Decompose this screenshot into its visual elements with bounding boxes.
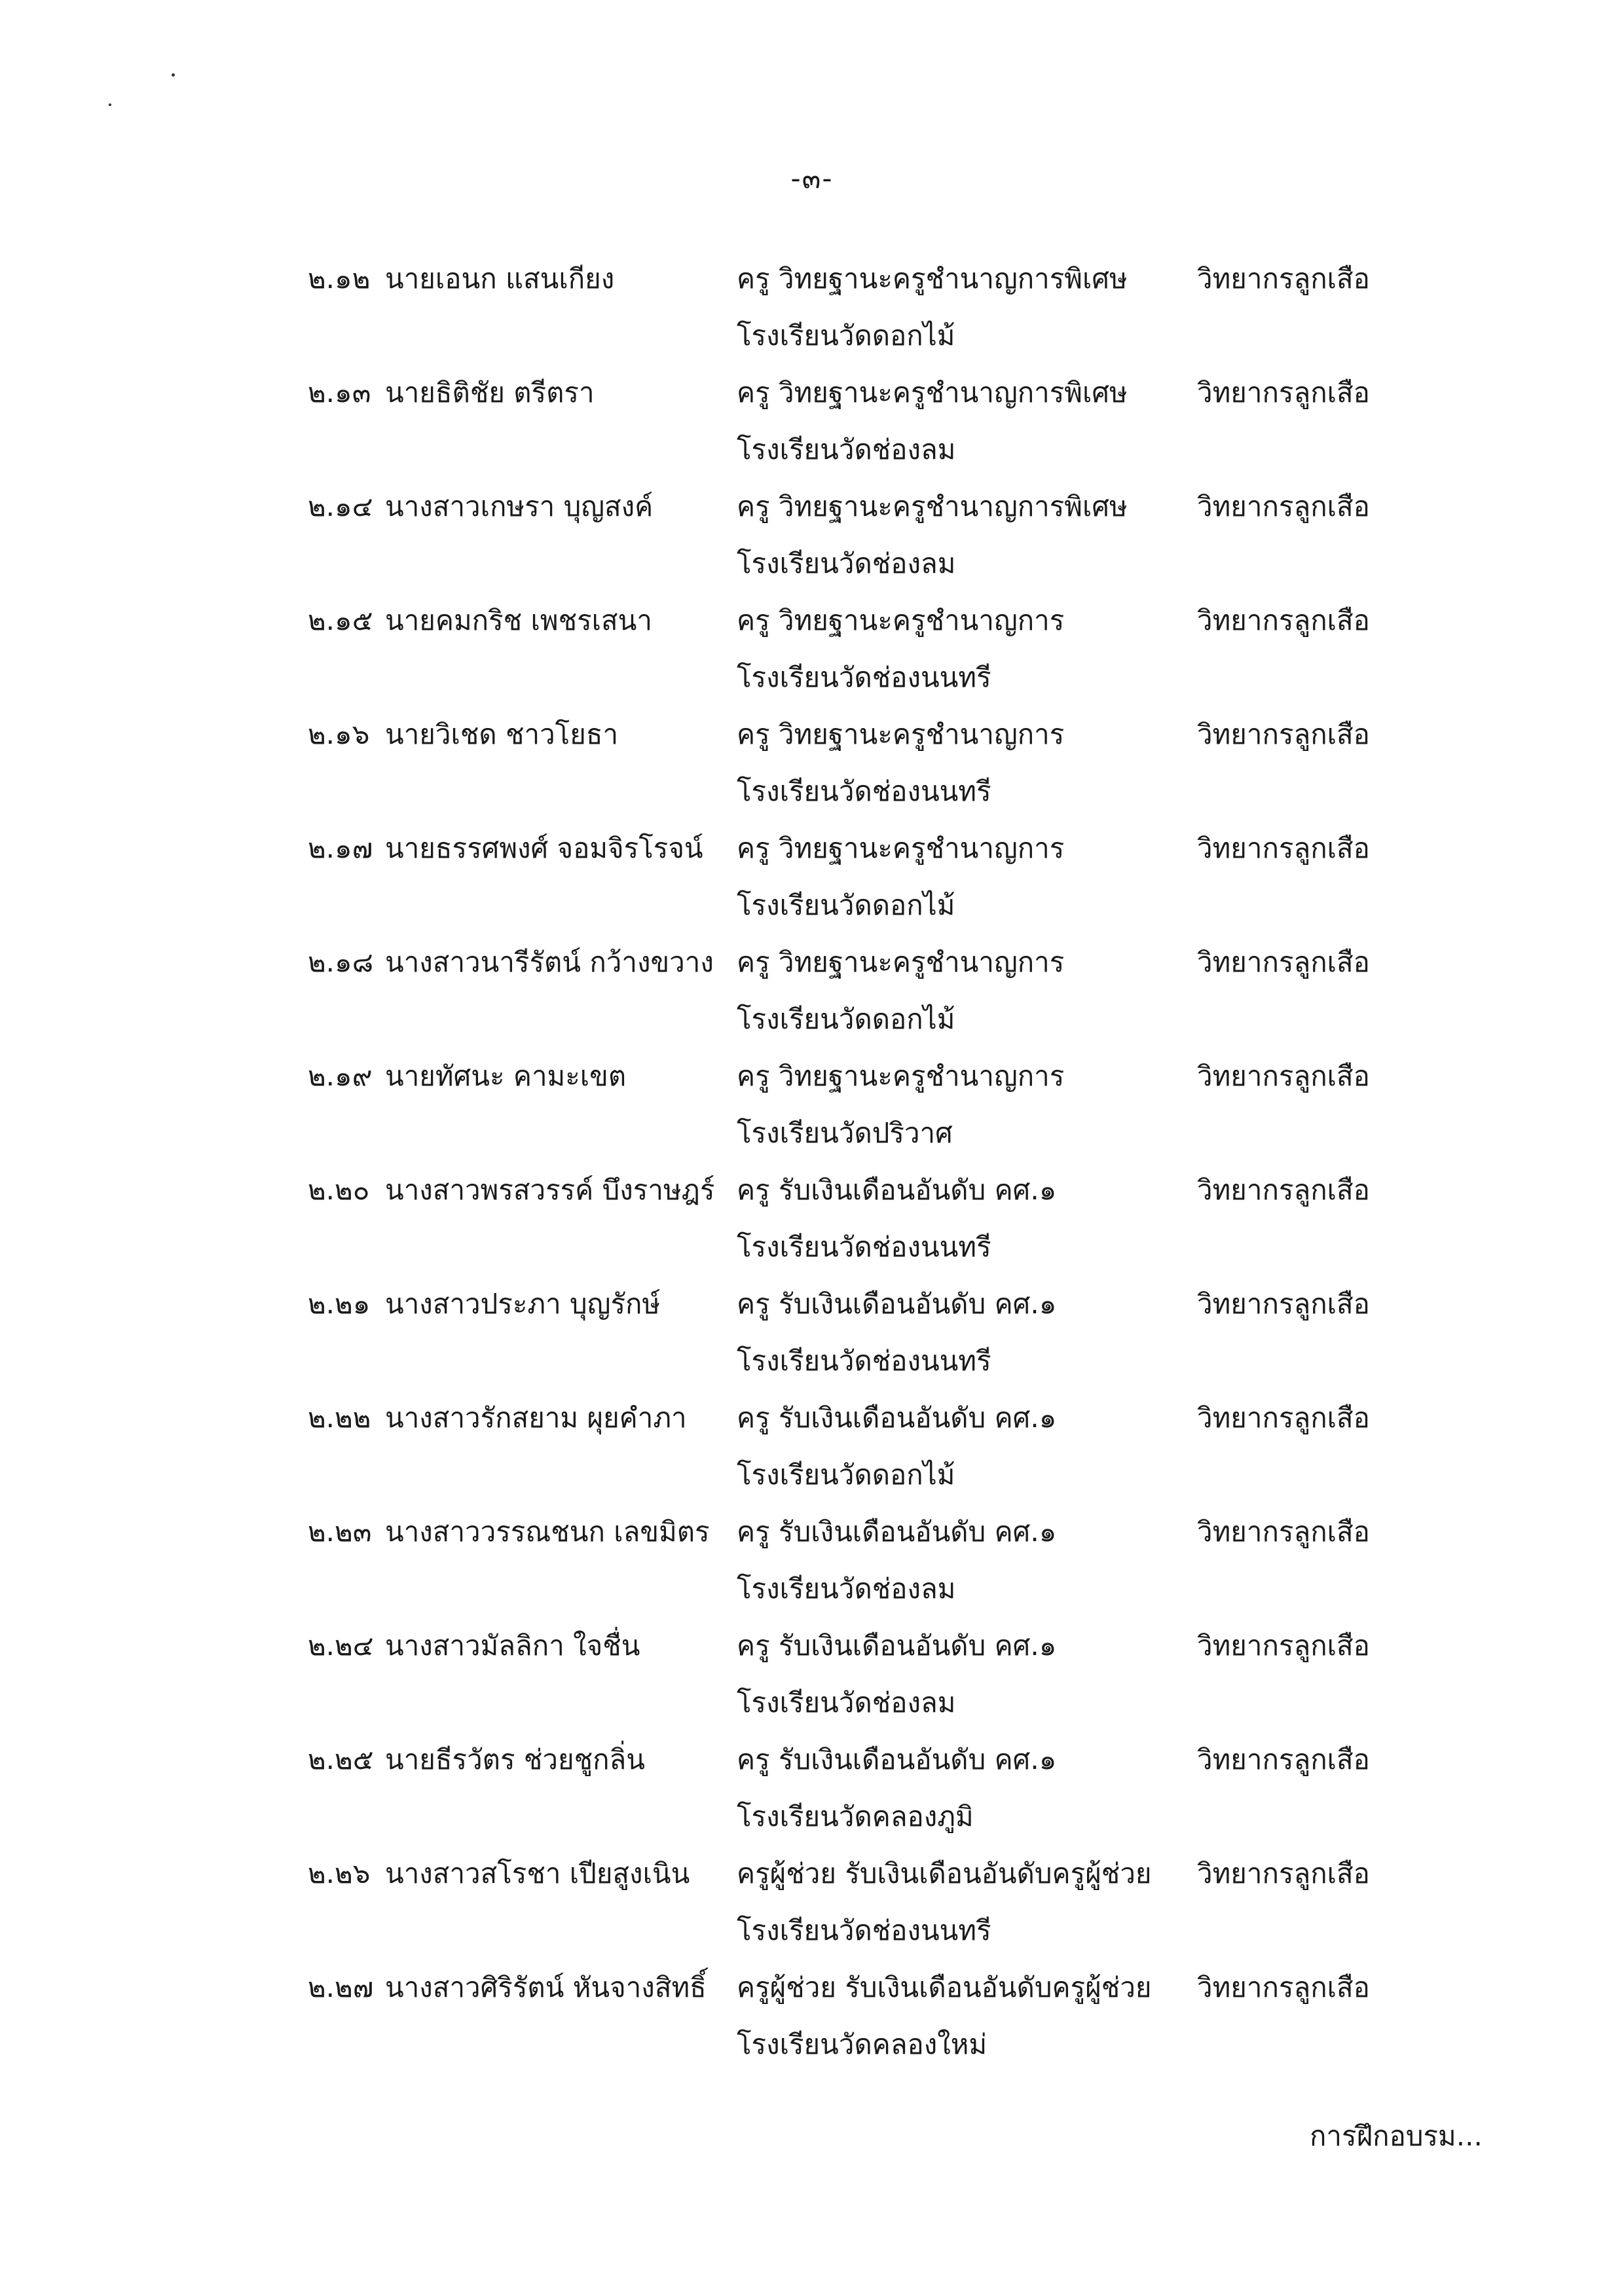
entry-school: โรงเรียนวัดช่องลม xyxy=(737,1573,956,1605)
entry-school: โรงเรียนวัดคลองภูมิ xyxy=(737,1800,974,1832)
entry-school: โรงเรียนวัดช่องนนทรี xyxy=(737,661,991,693)
entry-role: วิทยากรลูกเสือ xyxy=(1197,832,1370,864)
entry-role: วิทยากรลูกเสือ xyxy=(1197,946,1370,978)
entry-position: ครู รับเงินเดือนอันดับ คศ.๑ xyxy=(737,1630,1057,1662)
entry-role: วิทยากรลูกเสือ xyxy=(1197,1516,1370,1548)
list-item xyxy=(308,1281,1447,1394)
entry-name: นางสาววรรณชนก เลขมิตร xyxy=(385,1516,710,1548)
list-item xyxy=(308,1053,1447,1167)
entry-role: วิทยากรลูกเสือ xyxy=(1197,1402,1370,1434)
entry-name: นายธรรศพงศ์ จอมจิรโรจน์ xyxy=(385,832,703,864)
entry-position: ครู รับเงินเดือนอันดับ คศ.๑ xyxy=(737,1743,1057,1776)
entry-name: นายธิติชัย ตรีตรา xyxy=(385,376,595,409)
list-item xyxy=(308,1736,1447,1850)
entry-role: วิทยากรลูกเสือ xyxy=(1197,1174,1370,1206)
entry-position: ครูผู้ช่วย รับเงินเดือนอันดับครูผู้ช่วย xyxy=(737,1971,1152,2003)
entry-school: โรงเรียนวัดช่องลม xyxy=(737,547,956,579)
list-item xyxy=(308,1394,1447,1508)
entry-name: นายทัศนะ คามะเขต xyxy=(385,1060,627,1092)
entry-role: วิทยากรลูกเสือ xyxy=(1197,490,1370,522)
entry-number: ๒.๒๑ xyxy=(308,1288,371,1320)
list-item xyxy=(308,1964,1447,2078)
entry-position: ครู วิทยฐานะครูชำนาญการ xyxy=(737,946,1065,978)
list-item xyxy=(308,369,1447,483)
entry-school: โรงเรียนวัดช่องนนทรี xyxy=(737,1231,991,1263)
list-item xyxy=(308,483,1447,597)
entry-role: วิทยากรลูกเสือ xyxy=(1197,263,1370,295)
entry-number: ๒.๒๖ xyxy=(308,1857,371,1889)
list-item xyxy=(308,1508,1447,1622)
entry-name: นางสาวสโรชา เปียสูงเนิน xyxy=(385,1857,690,1889)
entry-name: นางสาวประภา บุญรักษ์ xyxy=(385,1288,661,1320)
entry-school: โรงเรียนวัดดอกไม้ xyxy=(737,1003,955,1035)
continuation-text: การฝึกอบรม... xyxy=(1310,2120,1483,2152)
entry-name: นายธีรวัตร ช่วยชูกลิ่น xyxy=(385,1743,645,1776)
list-item xyxy=(308,255,1447,369)
entry-school: โรงเรียนวัดช่องนนทรี xyxy=(737,775,991,807)
entry-number: ๒.๑๕ xyxy=(308,604,373,636)
entry-number: ๒.๑๔ xyxy=(308,490,373,522)
entry-position: ครู วิทยฐานะครูชำนาญการ xyxy=(737,1060,1065,1092)
page-number: -๓- xyxy=(790,162,834,194)
list-item xyxy=(308,825,1447,939)
entry-school: โรงเรียนวัดช่องนนทรี xyxy=(737,1345,991,1377)
entry-number: ๒.๒๕ xyxy=(308,1743,374,1776)
entry-number: ๒.๑๓ xyxy=(308,376,371,409)
entry-name: นายวิเชด ชาวโยธา xyxy=(385,718,619,750)
entry-school: โรงเรียนวัดดอกไม้ xyxy=(737,889,955,921)
entry-name: นางสาวเกษรา บุญสงค์ xyxy=(385,490,654,522)
scan-speck xyxy=(109,103,111,106)
entry-position: ครู วิทยฐานะครูชำนาญการ xyxy=(737,718,1065,750)
entry-name: นางสาวพรสวรรค์ บึงราษฎร์ xyxy=(385,1174,715,1206)
entry-position: ครู วิทยฐานะครูชำนาญการ xyxy=(737,832,1065,864)
entry-number: ๒.๑๗ xyxy=(308,832,373,864)
entry-position: ครูผู้ช่วย รับเงินเดือนอันดับครูผู้ช่วย xyxy=(737,1857,1152,1889)
entry-position: ครู วิทยฐานะครูชำนาญการ xyxy=(737,604,1065,636)
entry-role: วิทยากรลูกเสือ xyxy=(1197,604,1370,636)
entry-position: ครู รับเงินเดือนอันดับ คศ.๑ xyxy=(737,1288,1057,1320)
list-item xyxy=(308,1850,1447,1964)
entry-position: ครู รับเงินเดือนอันดับ คศ.๑ xyxy=(737,1402,1057,1434)
entry-school: โรงเรียนวัดช่องลม xyxy=(737,1686,956,1719)
entry-school: โรงเรียนวัดช่องลม xyxy=(737,433,956,465)
entry-school: โรงเรียนวัดช่องนนทรี xyxy=(737,1914,991,1946)
entry-role: วิทยากรลูกเสือ xyxy=(1197,1060,1370,1092)
list-item xyxy=(308,711,1447,825)
entry-number: ๒.๒๗ xyxy=(308,1971,374,2003)
entry-name: นางสาวมัลลิกา ใจชื่น xyxy=(385,1630,640,1662)
entry-position: ครู วิทยฐานะครูชำนาญการพิเศษ xyxy=(737,490,1128,522)
entry-role: วิทยากรลูกเสือ xyxy=(1197,376,1370,409)
entry-name: นางสาวศิริรัตน์ หันจางสิทธิ์ xyxy=(385,1971,707,2003)
list-item xyxy=(308,1622,1447,1736)
entry-name: นายคมกริช เพชรเสนา xyxy=(385,604,652,636)
scan-speck xyxy=(172,73,175,77)
entry-number: ๒.๒๓ xyxy=(308,1516,372,1548)
entry-position: ครู วิทยฐานะครูชำนาญการพิเศษ xyxy=(737,263,1128,295)
entry-number: ๒.๒๒ xyxy=(308,1402,371,1434)
entry-school: โรงเรียนวัดคลองใหม่ xyxy=(737,2028,987,2060)
entry-list xyxy=(308,255,1447,2078)
list-item xyxy=(308,939,1447,1053)
entry-name: นางสาวรักสยาม ผุยคำภา xyxy=(385,1402,687,1434)
list-item xyxy=(308,1167,1447,1281)
entry-role: วิทยากรลูกเสือ xyxy=(1197,1630,1370,1662)
entry-number: ๒.๒๔ xyxy=(308,1630,374,1662)
entry-role: วิทยากรลูกเสือ xyxy=(1197,1288,1370,1320)
entry-name: นางสาวนารีรัตน์ กว้างขวาง xyxy=(385,946,714,978)
entry-name: นายเอนก แสนเกียง xyxy=(385,263,615,295)
entry-school: โรงเรียนวัดดอกไม้ xyxy=(737,319,955,352)
list-item xyxy=(308,597,1447,711)
entry-position: ครู รับเงินเดือนอันดับ คศ.๑ xyxy=(737,1516,1057,1548)
entry-role: วิทยากรลูกเสือ xyxy=(1197,1971,1370,2003)
entry-number: ๒.๑๒ xyxy=(308,263,371,295)
entry-number: ๒.๑๘ xyxy=(308,946,374,978)
entry-position: ครู วิทยฐานะครูชำนาญการพิเศษ xyxy=(737,376,1128,409)
entry-school: โรงเรียนวัดดอกไม้ xyxy=(737,1459,955,1491)
entry-number: ๒.๒๐ xyxy=(308,1174,370,1206)
entry-role: วิทยากรลูกเสือ xyxy=(1197,1857,1370,1889)
entry-number: ๒.๑๙ xyxy=(308,1060,373,1092)
entry-role: วิทยากรลูกเสือ xyxy=(1197,718,1370,750)
entry-position: ครู รับเงินเดือนอันดับ คศ.๑ xyxy=(737,1174,1057,1206)
entry-school: โรงเรียนวัดปริวาศ xyxy=(737,1117,953,1149)
entry-role: วิทยากรลูกเสือ xyxy=(1197,1743,1370,1776)
entry-number: ๒.๑๖ xyxy=(308,718,370,750)
